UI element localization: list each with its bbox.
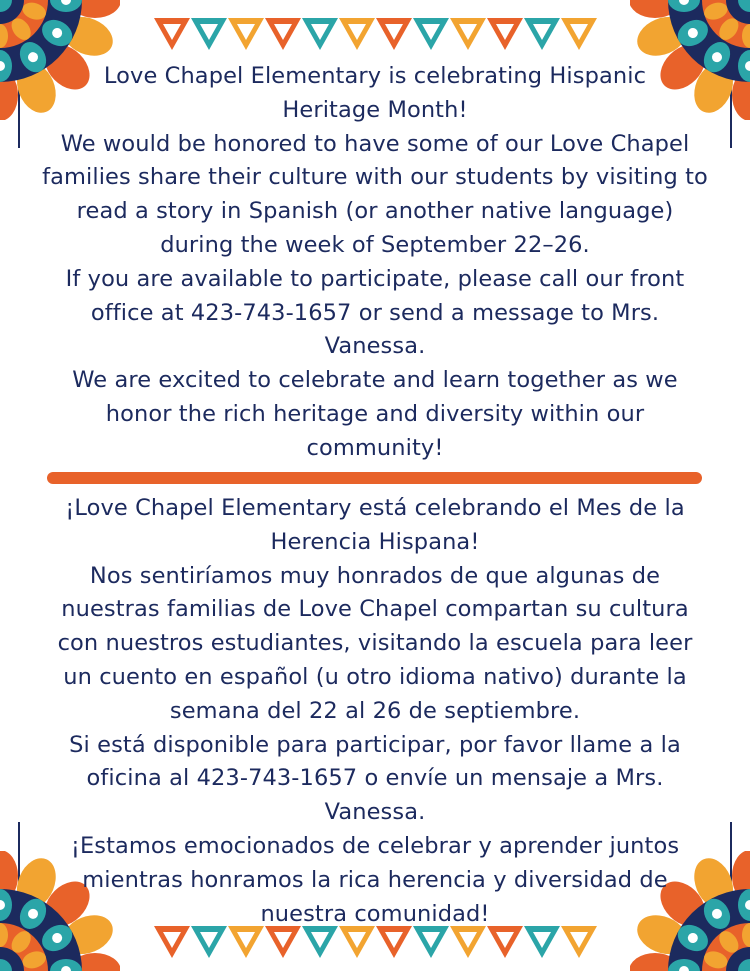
english-contact: If you are available to participate, please call our front office at 423-743-1657 or send a message to Mrs. Vanessa. xyxy=(65,265,685,360)
spanish-heading: ¡Love Chapel Elementary está celebrando el Mes de la Herencia Hispana! xyxy=(65,495,685,555)
english-section xyxy=(40,60,710,466)
spanish-invitation: Nos sentiríamos muy honrados de que algunas de nuestras familias de Love Chapel compartan su cultura con nuestros estudiantes, visitando la escuela para leer un cuento en español (u otro idioma nativo) durante la semana del 22 al 26 de septiembre. xyxy=(57,562,693,724)
spanish-contact: Si está disponible para participar, por favor llame a la oficina al 423-743-1657 o envíe un mensaje a Mrs. Vanessa. xyxy=(69,731,681,826)
spanish-section xyxy=(40,492,710,931)
triangle-pattern-icon xyxy=(150,14,600,54)
english-closing: We are excited to celebrate and learn together as we honor the rich heritage and diversity within our community! xyxy=(72,367,678,461)
spanish-closing: ¡Estamos emocionados de celebrar y aprender juntos mientras honramos la rica herencia y diversidad de nuestra comunidad! xyxy=(70,832,680,927)
english-heading: Love Chapel Elementary is celebrating Hispanic Heritage Month! xyxy=(103,63,647,123)
section-divider xyxy=(47,472,702,484)
english-invitation: We would be honored to have some of our Love Chapel families share their culture with our students by visiting to read a story in Spanish (or another native language) during the week of September 22–26. xyxy=(42,130,708,258)
